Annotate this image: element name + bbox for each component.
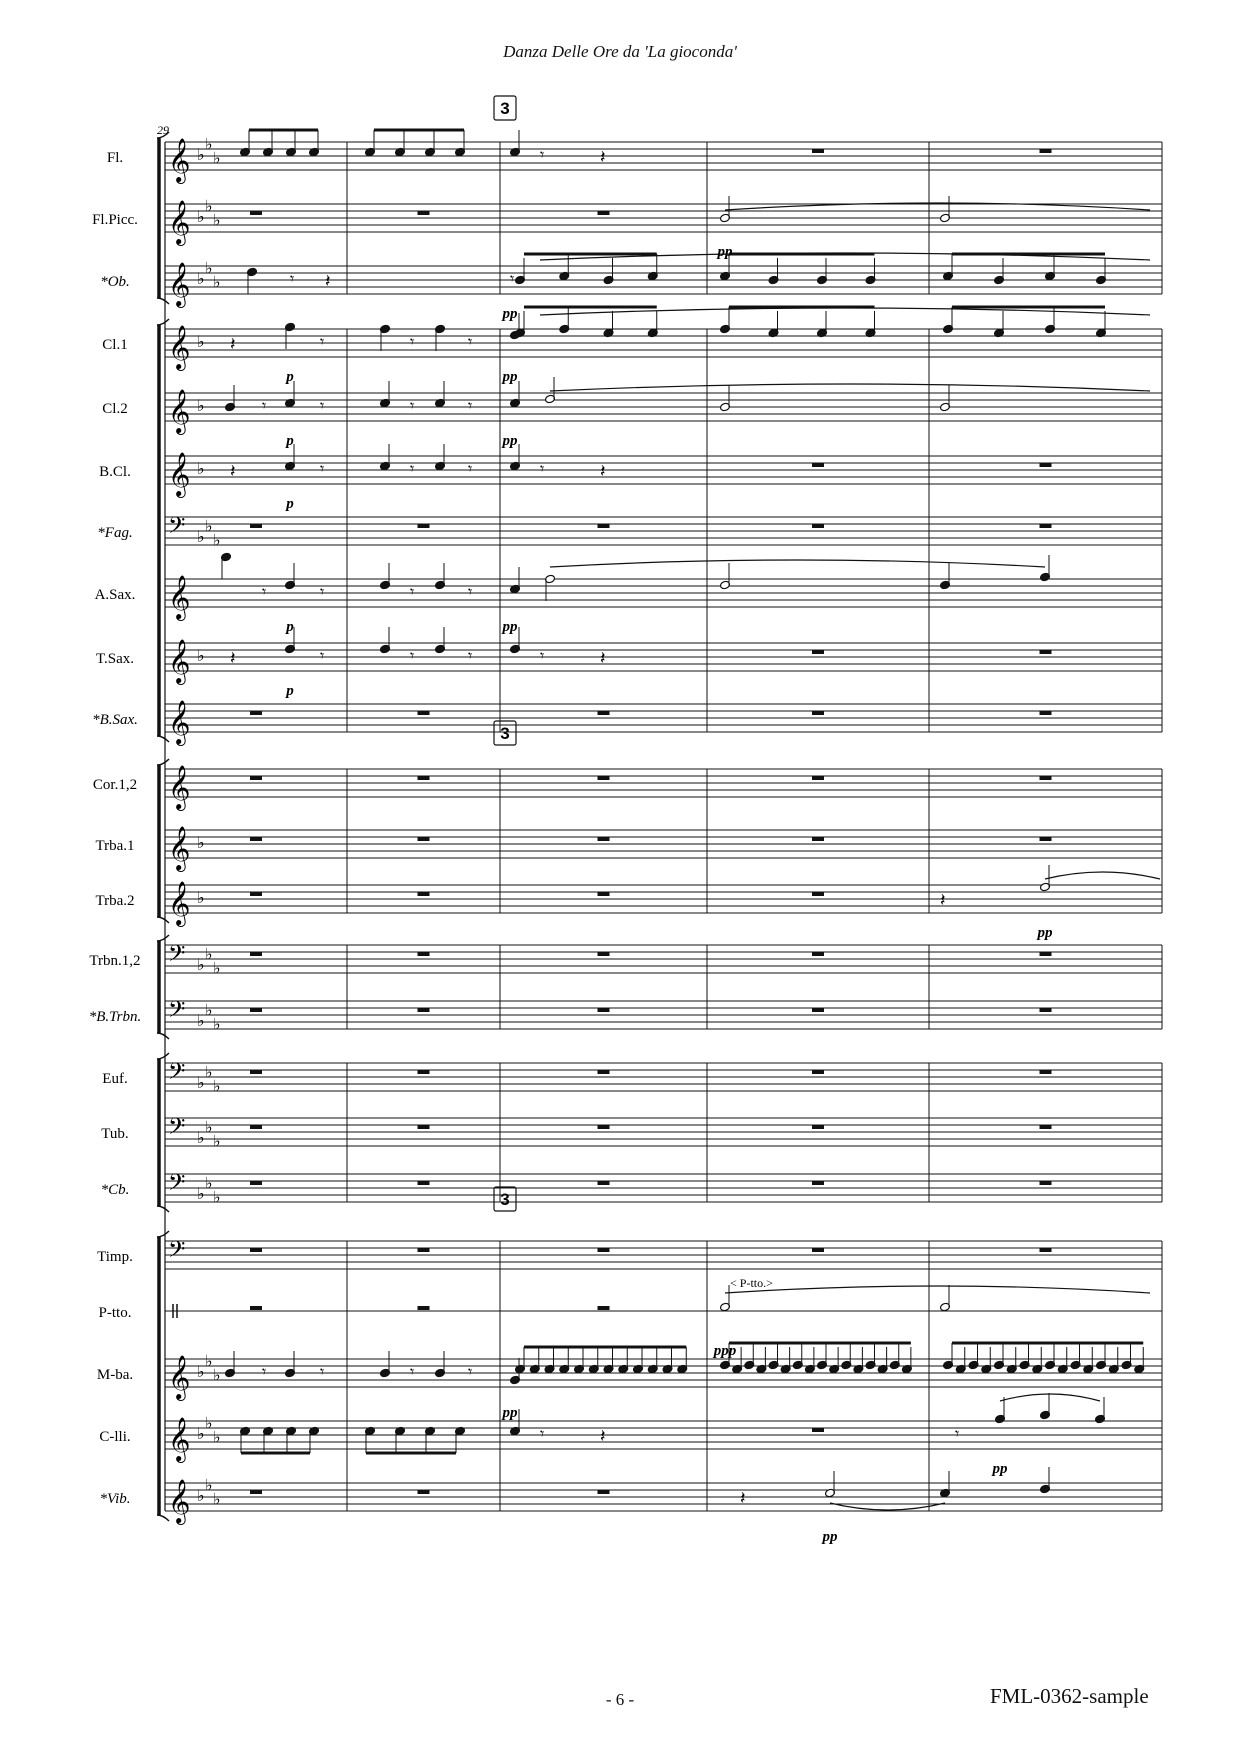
key-flat-icon: ♭ bbox=[205, 1000, 213, 1020]
staff-clli bbox=[99, 1421, 1162, 1449]
whole-rest bbox=[250, 1248, 262, 1252]
key-flat-icon: ♭ bbox=[213, 1489, 221, 1509]
treble-clef-icon: 𝄞 bbox=[168, 262, 191, 306]
staff-asax bbox=[95, 579, 1162, 607]
dynamic-marking: p bbox=[286, 433, 294, 449]
whole-rest bbox=[812, 524, 824, 528]
instrument-name: B.Cl. bbox=[99, 464, 131, 480]
whole-rest bbox=[598, 211, 610, 215]
instrument-name: Timp. bbox=[97, 1249, 133, 1265]
treble-clef-icon: 𝄞 bbox=[168, 1355, 191, 1399]
key-flat-icon: ♭ bbox=[197, 332, 205, 351]
treble-clef-icon: 𝄞 bbox=[168, 200, 191, 244]
key-flat-icon: ♭ bbox=[205, 1351, 213, 1371]
whole-rest bbox=[1040, 1248, 1052, 1252]
whole-rest bbox=[598, 711, 610, 715]
instrument-name: M-ba. bbox=[96, 1367, 134, 1383]
staff-btrbn bbox=[89, 1001, 1162, 1029]
dynamic-marking: p bbox=[286, 619, 294, 635]
staff-fag bbox=[97, 517, 1162, 545]
whole-rest bbox=[812, 1248, 824, 1252]
dynamic-marking: pp bbox=[717, 244, 733, 260]
instrument-name: Euf. bbox=[102, 1071, 128, 1087]
eighth-rest-icon: 𝄾 bbox=[410, 1362, 415, 1381]
whole-rest bbox=[418, 1070, 430, 1074]
key-flat-icon: ♭ bbox=[205, 196, 213, 216]
whole-rest bbox=[812, 892, 824, 896]
whole-rest bbox=[1040, 524, 1052, 528]
eighth-rest-icon: 𝄾 bbox=[510, 269, 515, 288]
whole-rest bbox=[250, 892, 262, 896]
whole-rest bbox=[598, 1125, 610, 1129]
whole-rest bbox=[598, 776, 610, 780]
tie-slur bbox=[1045, 872, 1160, 879]
treble-clef-icon: 𝄞 bbox=[168, 452, 191, 496]
instrument-name: P-tto. bbox=[98, 1305, 132, 1321]
key-flat-icon: ♭ bbox=[213, 210, 221, 230]
tie-slur bbox=[1000, 1394, 1100, 1401]
treble-clef-icon: 𝄞 bbox=[168, 700, 191, 744]
whole-rest bbox=[812, 776, 824, 780]
treble-clef-icon: 𝄞 bbox=[168, 765, 191, 809]
staff-bcl bbox=[99, 456, 1162, 484]
key-flat-icon: ♭ bbox=[197, 396, 205, 415]
treble-clef-icon: 𝄞 bbox=[168, 325, 191, 369]
eighth-rest-icon: 𝄾 bbox=[468, 646, 473, 665]
whole-rest bbox=[418, 892, 430, 896]
dynamic-marking: pp bbox=[992, 1461, 1008, 1477]
whole-rest bbox=[418, 952, 430, 956]
instrument-name: A.Sax. bbox=[94, 587, 136, 603]
whole-rest bbox=[812, 837, 824, 841]
whole-rest bbox=[418, 211, 430, 215]
treble-clef-icon: 𝄞 bbox=[168, 639, 191, 683]
whole-rest bbox=[1040, 952, 1052, 956]
whole-rest bbox=[812, 1181, 824, 1185]
measure-number: 29 bbox=[157, 123, 169, 137]
instrument-name: Cor.1,2 bbox=[92, 777, 138, 793]
bass-clef-icon: 𝄢 bbox=[168, 1059, 186, 1090]
dynamic-marking: pp bbox=[502, 306, 518, 322]
key-flat-icon: ♭ bbox=[197, 1011, 205, 1030]
treble-clef-icon: 𝄞 bbox=[168, 1479, 191, 1523]
key-flat-icon: ♭ bbox=[213, 1365, 221, 1385]
instrument-name: *B.Sax. bbox=[92, 712, 138, 728]
score-title: Danza Delle Ore da 'La gioconda' bbox=[503, 42, 737, 61]
eighth-rest-icon: 𝄾 bbox=[410, 332, 415, 351]
eighth-rest-icon: 𝄾 bbox=[468, 459, 473, 478]
eighth-rest-icon: 𝄾 bbox=[320, 459, 325, 478]
eighth-rest-icon: 𝄾 bbox=[320, 332, 325, 351]
dynamic-marking: pp bbox=[502, 619, 518, 635]
whole-rest bbox=[418, 711, 430, 715]
eighth-rest-icon: 𝄾 bbox=[468, 1362, 473, 1381]
tie-slur bbox=[550, 384, 1150, 391]
staff-cb bbox=[101, 1174, 1162, 1202]
whole-rest bbox=[598, 1070, 610, 1074]
instrument-name: T.Sax. bbox=[95, 651, 135, 667]
dynamic-marking: pp bbox=[1037, 925, 1053, 941]
instrument-name: C-lli. bbox=[99, 1429, 131, 1445]
bracket-hook bbox=[157, 1206, 169, 1212]
whole-rest bbox=[812, 1428, 824, 1432]
key-flat-icon: ♭ bbox=[213, 1076, 221, 1096]
whole-rest bbox=[250, 711, 262, 715]
key-flat-icon: ♭ bbox=[205, 1413, 213, 1433]
eighth-rest-icon: 𝄾 bbox=[540, 646, 545, 665]
whole-rest bbox=[812, 650, 824, 654]
quarter-rest-icon: 𝄽 bbox=[600, 147, 606, 168]
whole-rest bbox=[418, 1490, 430, 1494]
quarter-rest-icon: 𝄽 bbox=[600, 648, 606, 669]
bass-clef-icon: 𝄢 bbox=[168, 1114, 186, 1145]
staff-bsax bbox=[92, 704, 1162, 732]
key-flat-icon: ♭ bbox=[205, 516, 213, 536]
staff-euf bbox=[102, 1063, 1162, 1091]
eighth-rest-icon: 𝄾 bbox=[290, 269, 295, 288]
dynamic-marking: p bbox=[286, 369, 294, 385]
key-flat-icon: ♭ bbox=[197, 145, 205, 164]
key-flat-icon: ♭ bbox=[197, 1486, 205, 1505]
bracket-hook bbox=[157, 1033, 169, 1039]
key-flat-icon: ♭ bbox=[213, 1427, 221, 1447]
key-flat-icon: ♭ bbox=[197, 888, 205, 907]
key-flat-icon: ♭ bbox=[197, 1073, 205, 1092]
whole-rest bbox=[1040, 463, 1052, 467]
treble-clef-icon: 𝄞 bbox=[168, 826, 191, 870]
quarter-rest-icon: 𝄽 bbox=[325, 271, 331, 292]
key-flat-icon: ♭ bbox=[197, 1362, 205, 1381]
whole-rest bbox=[1040, 1070, 1052, 1074]
whole-rest bbox=[250, 1008, 262, 1012]
key-flat-icon: ♭ bbox=[205, 1475, 213, 1495]
key-flat-icon: ♭ bbox=[197, 955, 205, 974]
whole-rest bbox=[1040, 1125, 1052, 1129]
key-flat-icon: ♭ bbox=[205, 944, 213, 964]
whole-rest bbox=[250, 211, 262, 215]
quarter-rest-icon: 𝄽 bbox=[600, 1426, 606, 1447]
bass-clef-icon: 𝄢 bbox=[168, 997, 186, 1028]
whole-rest bbox=[418, 776, 430, 780]
bass-clef-icon: 𝄢 bbox=[168, 1170, 186, 1201]
whole-rest bbox=[250, 1125, 262, 1129]
quarter-rest-icon: 𝄽 bbox=[740, 1488, 746, 1509]
whole-rest bbox=[598, 524, 610, 528]
whole-rest bbox=[418, 1306, 430, 1310]
whole-rest bbox=[1040, 711, 1052, 715]
instrument-name: Fl.Picc. bbox=[92, 212, 138, 228]
quarter-rest-icon: 𝄽 bbox=[600, 461, 606, 482]
whole-rest bbox=[812, 711, 824, 715]
whole-rest bbox=[812, 149, 824, 153]
key-flat-icon: ♭ bbox=[197, 459, 205, 478]
whole-rest bbox=[250, 952, 262, 956]
key-flat-icon: ♭ bbox=[197, 1184, 205, 1203]
whole-rest bbox=[598, 837, 610, 841]
whole-rest bbox=[250, 1070, 262, 1074]
catalog-code: FML-0362-sample bbox=[990, 1684, 1149, 1708]
treble-clef-icon: 𝄞 bbox=[168, 575, 191, 619]
treble-clef-icon: 𝄞 bbox=[168, 881, 191, 925]
instrument-name: *Cb. bbox=[100, 1182, 130, 1198]
treble-clef-icon: 𝄞 bbox=[168, 1417, 191, 1461]
eighth-rest-icon: 𝄾 bbox=[410, 646, 415, 665]
key-flat-icon: ♭ bbox=[213, 958, 221, 978]
eighth-rest-icon: 𝄾 bbox=[262, 1362, 267, 1381]
instrument-annotation: < P-tto.> bbox=[730, 1276, 773, 1290]
treble-clef-icon: 𝄞 bbox=[168, 138, 191, 182]
whole-rest bbox=[1040, 1008, 1052, 1012]
quarter-rest-icon: 𝄽 bbox=[230, 648, 236, 669]
key-flat-icon: ♭ bbox=[213, 1014, 221, 1034]
eighth-rest-icon: 𝄾 bbox=[468, 582, 473, 601]
key-flat-icon: ♭ bbox=[205, 134, 213, 154]
instrument-name: Trbn.1,2 bbox=[89, 953, 141, 969]
dynamic-marking: p bbox=[286, 683, 294, 699]
whole-rest bbox=[1040, 776, 1052, 780]
whole-rest bbox=[250, 776, 262, 780]
bass-clef-icon: 𝄢 bbox=[168, 941, 186, 972]
eighth-rest-icon: 𝄾 bbox=[540, 145, 545, 164]
whole-rest bbox=[812, 1008, 824, 1012]
rehearsal-mark: 3 bbox=[500, 1190, 510, 1209]
instrument-name: Cl.1 bbox=[102, 337, 128, 353]
eighth-rest-icon: 𝄾 bbox=[468, 332, 473, 351]
whole-rest bbox=[250, 1306, 262, 1310]
whole-rest bbox=[598, 1008, 610, 1012]
key-flat-icon: ♭ bbox=[197, 527, 205, 546]
quarter-rest-icon: 𝄽 bbox=[940, 890, 946, 911]
staff-trba1 bbox=[95, 830, 1162, 858]
key-flat-icon: ♭ bbox=[197, 207, 205, 226]
treble-clef-icon: 𝄞 bbox=[168, 389, 191, 433]
key-flat-icon: ♭ bbox=[213, 1187, 221, 1207]
key-flat-icon: ♭ bbox=[213, 272, 221, 292]
eighth-rest-icon: 𝄾 bbox=[320, 582, 325, 601]
whole-rest bbox=[418, 524, 430, 528]
tie-slur bbox=[550, 560, 1045, 567]
eighth-rest-icon: 𝄾 bbox=[540, 1424, 545, 1443]
dynamic-marking: ppp bbox=[713, 1343, 737, 1359]
whole-rest bbox=[1040, 837, 1052, 841]
key-flat-icon: ♭ bbox=[197, 646, 205, 665]
whole-rest bbox=[1040, 1181, 1052, 1185]
staff-trba2 bbox=[95, 885, 1162, 913]
eighth-rest-icon: 𝄾 bbox=[262, 396, 267, 415]
instrument-name: *Ob. bbox=[100, 274, 130, 290]
dynamic-marking: pp bbox=[502, 433, 518, 449]
whole-rest bbox=[250, 1181, 262, 1185]
whole-rest bbox=[250, 524, 262, 528]
eighth-rest-icon: 𝄾 bbox=[410, 582, 415, 601]
eighth-rest-icon: 𝄾 bbox=[955, 1424, 960, 1443]
bass-clef-icon: 𝄢 bbox=[168, 513, 186, 544]
staff-cor12 bbox=[93, 769, 1162, 797]
whole-rest bbox=[250, 1490, 262, 1494]
staff-timp bbox=[97, 1241, 1162, 1269]
whole-rest bbox=[598, 1248, 610, 1252]
tie-slur bbox=[725, 1286, 1150, 1293]
key-flat-icon: ♭ bbox=[205, 1117, 213, 1137]
quarter-rest-icon: 𝄽 bbox=[230, 334, 236, 355]
whole-rest bbox=[812, 463, 824, 467]
key-flat-icon: ♭ bbox=[197, 1424, 205, 1443]
eighth-rest-icon: 𝄾 bbox=[540, 459, 545, 478]
key-flat-icon: ♭ bbox=[205, 1173, 213, 1193]
bass-clef-icon: 𝄢 bbox=[168, 1237, 186, 1268]
whole-rest bbox=[598, 1306, 610, 1310]
key-flat-icon: ♭ bbox=[197, 269, 205, 288]
key-flat-icon: ♭ bbox=[213, 1131, 221, 1151]
key-flat-icon: ♭ bbox=[205, 258, 213, 278]
staff-vib bbox=[100, 1483, 1162, 1511]
eighth-rest-icon: 𝄾 bbox=[410, 459, 415, 478]
whole-rest bbox=[250, 837, 262, 841]
dynamic-marking: pp bbox=[502, 369, 518, 385]
key-flat-icon: ♭ bbox=[197, 833, 205, 852]
instrument-name: *Vib. bbox=[99, 1491, 131, 1507]
whole-rest bbox=[598, 892, 610, 896]
eighth-rest-icon: 𝄾 bbox=[468, 396, 473, 415]
key-flat-icon: ♭ bbox=[197, 1128, 205, 1147]
rehearsal-mark: 3 bbox=[500, 724, 510, 743]
page-number: - 6 - bbox=[605, 1690, 635, 1709]
whole-rest bbox=[812, 952, 824, 956]
staff-trbn12 bbox=[89, 945, 1162, 973]
key-flat-icon: ♭ bbox=[213, 148, 221, 168]
staff-tub bbox=[101, 1118, 1162, 1146]
whole-rest bbox=[812, 1070, 824, 1074]
whole-rest bbox=[418, 837, 430, 841]
dynamic-marking: pp bbox=[822, 1529, 838, 1545]
whole-rest bbox=[598, 952, 610, 956]
instrument-name: Trba.2 bbox=[95, 893, 135, 909]
instrument-name: Tub. bbox=[101, 1126, 129, 1142]
dynamic-marking: p bbox=[286, 496, 294, 512]
whole-rest bbox=[418, 1008, 430, 1012]
whole-rest bbox=[1040, 650, 1052, 654]
eighth-rest-icon: 𝄾 bbox=[410, 396, 415, 415]
eighth-rest-icon: 𝄾 bbox=[262, 582, 267, 601]
rehearsal-mark: 3 bbox=[500, 99, 510, 118]
key-flat-icon: ♭ bbox=[213, 530, 221, 550]
whole-rest bbox=[1040, 149, 1052, 153]
instrument-name: Trba.1 bbox=[95, 838, 135, 854]
tie-slur bbox=[540, 308, 1150, 315]
eighth-rest-icon: 𝄾 bbox=[320, 646, 325, 665]
staff-flpicc bbox=[92, 204, 1162, 232]
whole-rest bbox=[418, 1248, 430, 1252]
eighth-rest-icon: 𝄾 bbox=[320, 1362, 325, 1381]
key-flat-icon: ♭ bbox=[205, 1062, 213, 1082]
staff-fl bbox=[107, 142, 1162, 170]
whole-rest bbox=[598, 1181, 610, 1185]
quarter-rest-icon: 𝄽 bbox=[230, 461, 236, 482]
instrument-name: Fl. bbox=[106, 150, 124, 166]
whole-rest bbox=[418, 1125, 430, 1129]
staff-tsax bbox=[96, 643, 1162, 671]
whole-rest bbox=[812, 1125, 824, 1129]
instrument-name: *Fag. bbox=[97, 525, 133, 541]
eighth-rest-icon: 𝄾 bbox=[320, 396, 325, 415]
dynamic-marking: pp bbox=[502, 1405, 518, 1421]
whole-rest bbox=[418, 1181, 430, 1185]
whole-rest bbox=[598, 1490, 610, 1494]
instrument-name: *B.Trbn. bbox=[88, 1009, 142, 1025]
instrument-name: Cl.2 bbox=[102, 401, 128, 417]
